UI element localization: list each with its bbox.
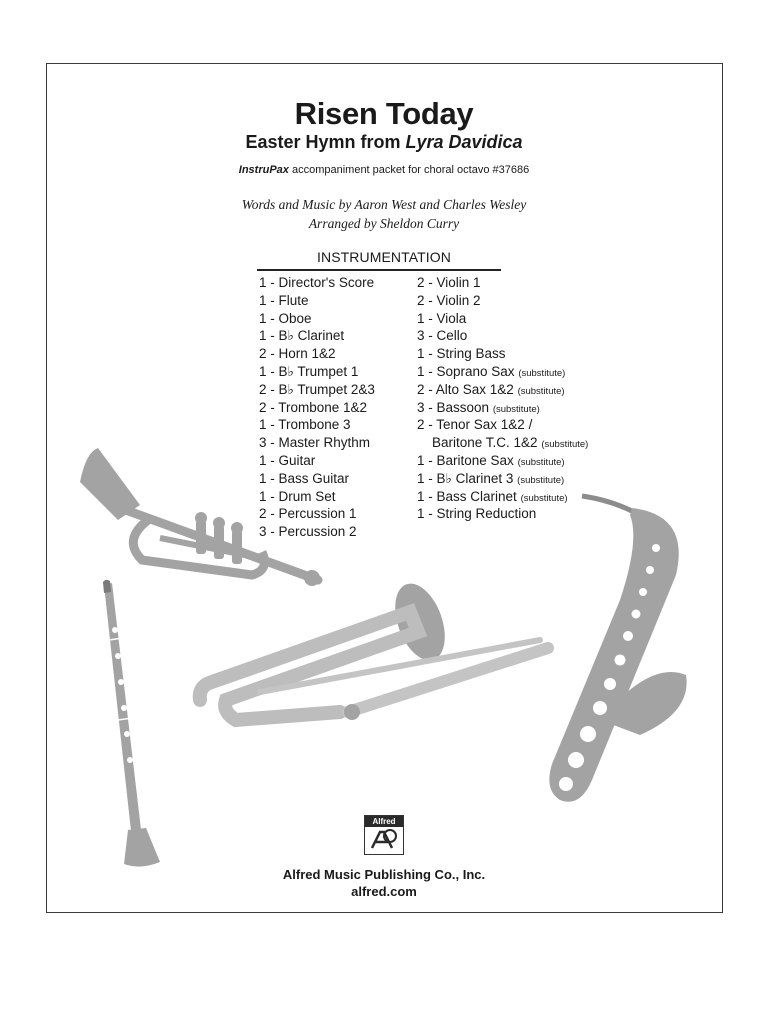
list-item: 1 - B♭ Clarinet [259, 328, 345, 344]
instrument-list-left [259, 274, 375, 541]
list-item: 2 - Violin 1 [417, 275, 481, 290]
list-item: 1 - B♭ Trumpet 1 [259, 363, 359, 379]
publisher-name: Alfred Music Publishing Co., Inc. [282, 867, 486, 882]
list-item: 1 - Soprano Sax (substitute) [417, 363, 566, 379]
substitute-note: (substitute) [541, 439, 589, 451]
substitute-note: (substitute) [518, 367, 566, 379]
list-item: 2 - Horn 1&2 [259, 346, 336, 362]
substitute-note: (substitute) [517, 456, 565, 468]
saxophone-icon [549, 496, 686, 802]
packet-brand: InstruPax [238, 164, 289, 176]
list-item: 1 - Oboe [259, 310, 312, 326]
instrumentation-heading: INSTRUMENTATION [317, 249, 451, 265]
credit-words-music: Words and Music by Aaron West and Charles Wesley [241, 197, 527, 212]
logo-wordmark: Alfred [365, 816, 403, 827]
substitute-note: (substitute) [520, 492, 568, 504]
list-item: 2 - Trombone 1&2 [259, 399, 368, 415]
page-title: Risen Today [294, 96, 474, 131]
list-item: 2 - Tenor Sax 1&2 / [417, 417, 533, 433]
instrument-list-right [417, 274, 588, 523]
list-item: 3 - Percussion 2 [259, 524, 357, 540]
list-item: 1 - String Bass [417, 346, 506, 362]
logo-mark-icon [368, 828, 400, 852]
list-item: 2 - B♭ Trumpet 2&3 [259, 381, 375, 397]
list-item: 2 - Percussion 1 [259, 506, 357, 522]
list-item: 1 - Bass Guitar [259, 470, 350, 486]
substitute-note: (substitute) [517, 474, 565, 486]
list-item: Baritone T.C. 1&2 (substitute) [417, 435, 589, 451]
list-item: 3 - Cello [417, 328, 468, 344]
list-item: 3 - Master Rhythm [259, 435, 371, 451]
subtitle-italic: Lyra Davidica [405, 132, 523, 152]
subtitle-lead: Easter Hymn from [245, 132, 406, 152]
list-item: 1 - Baritone Sax (substitute) [417, 452, 565, 468]
page-subtitle [0, 132, 768, 153]
alfred-logo-icon [364, 815, 404, 855]
substitute-note: (substitute) [492, 403, 540, 415]
substitute-note: (substitute) [517, 385, 565, 397]
list-item: 1 - Viola [417, 310, 467, 326]
list-item: 1 - Director's Score [259, 275, 375, 290]
list-item: 2 - Alto Sax 1&2 (substitute) [417, 381, 565, 397]
list-item: 1 - B♭ Clarinet 3 (substitute) [417, 470, 565, 486]
list-item: 1 - Guitar [259, 452, 316, 468]
publisher-website: alfred.com [351, 884, 417, 899]
list-item: 1 - Flute [259, 292, 309, 308]
packet-text: accompaniment packet for choral octavo #37686 [288, 164, 530, 176]
list-item: 2 - Violin 2 [417, 292, 481, 308]
clarinet-icon [103, 580, 160, 867]
list-item: 1 - Drum Set [259, 488, 336, 504]
list-item: 1 - String Reduction [417, 506, 537, 522]
trombone-icon [200, 577, 548, 720]
list-item: 1 - Bass Clarinet (substitute) [417, 488, 568, 504]
packet-description [0, 164, 768, 176]
list-item: 3 - Bassoon (substitute) [417, 399, 540, 415]
credit-arranged: Arranged by Sheldon Curry [308, 216, 460, 231]
list-item: 1 - Trombone 3 [259, 417, 351, 433]
heading-rule [257, 269, 501, 271]
